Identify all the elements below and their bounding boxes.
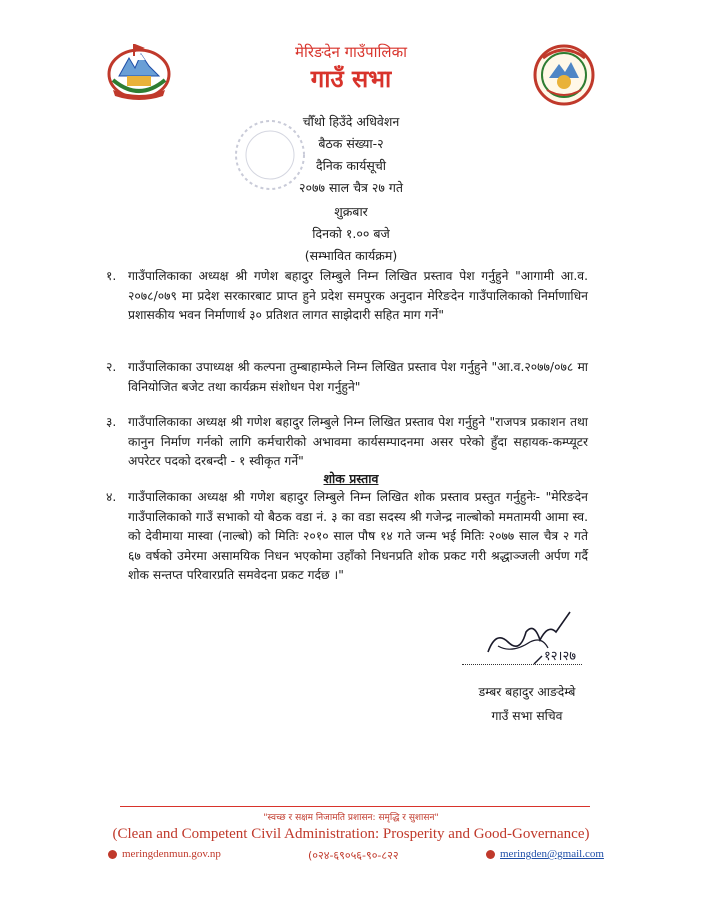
meeting-number: बैठक संख्या-२: [318, 136, 384, 151]
agenda-item: [106, 488, 588, 586]
footer-slogan-english: (Clean and Competent Civil Administration: Prosperity and Good-Governance): [112, 826, 590, 842]
meeting-time: दिनको १.०० बजे: [312, 226, 390, 241]
agenda-item-number: ३.: [106, 415, 117, 429]
agenda-item-number: २.: [106, 360, 117, 374]
municipality-name: मेरिङदेन गाउँपालिका: [294, 43, 408, 61]
secretary-title: गाउँ सभा सचिव: [491, 709, 563, 723]
handwritten-signature-icon: [478, 602, 608, 672]
agenda-item: [106, 413, 588, 472]
footer-slogan-nepali: "स्वच्छ र सक्षम निजामति प्रशासन: समृद्धि र सुशासन": [263, 813, 439, 823]
agenda-item-text: गाउँपालिकाका उपाध्यक्ष श्री कल्पना तुम्बाहाम्फेले निम्न लिखित प्रस्ताव पेश गर्नुहुने "आ.व.२०७७/०७८ मा विनियोजित बजेट तथा कार्यक्रम संशोधन पेश गर्नुहुने": [128, 360, 588, 394]
agenda-item: [106, 267, 588, 326]
condolence-heading: शोक प्रस्ताव: [323, 471, 379, 486]
website-link[interactable]: [108, 848, 221, 860]
agenda-item-text: गाउँपालिकाका अध्यक्ष श्री गणेश बहादुर लिम्बुले निम्न लिखित प्रस्ताव पेश गर्नुहुने "आगामी आ.व. २०७८/०७९ मा प्रदेश सरकारबाट प्राप्त हुने प्रदेश समपुरक अनुदान मेरिङदेन गाउँपालिकाको निर्माणाधिन प्रशासकीय भवन निर्माणार्थ ३० प्रतिशत लागत साझेदारी सहित माग गर्ने": [128, 269, 588, 322]
agenda-item-number: ४.: [106, 490, 117, 504]
secretary-name: डम्बर बहादुर आङदेम्बे: [478, 685, 576, 699]
agenda-item-text: गाउँपालिकाका अध्यक्ष श्री गणेश बहादुर लिम्बुले निम्न लिखित शोक प्रस्ताव प्रस्तुत गर्नुहुनेः- "मेरिङदेन गाउँपालिकाको गाउँ सभाको यो बैठक वडा नं. ३ का वडा सदस्य श्री गजेन्द्र नाल्बोको ममतामयी आमा स्व. को देवीमाया मास्वा (नाल्बो) को मितिः २०१० साल पौष १४ गते जन्म भई मितिः २०७७ साल चैत्र २ गते ६७ वर्षको उमेरमा असामयिक निधन भएकोमा उहाँको निधनप्रति शोक प्रकट गरी श्रद्धाञ्जली अर्पण गर्दै शोक सन्तप्त परिवारप्रति समवेदना प्रकट गर्दछ ।": [128, 490, 588, 582]
municipality-logo-icon: [531, 40, 597, 106]
mail-icon: [486, 850, 495, 859]
agenda-item-number: १.: [106, 269, 117, 283]
email-text: meringden@gmail.com: [500, 848, 604, 860]
agenda-item-text: गाउँपालिकाका अध्यक्ष श्री गणेश बहादुर लिम्बुले निम्न लिखित प्रस्ताव पेश गर्नुहुने "राजपत्र प्रकाशन तथा कानुन निर्माण गर्नको लागि कर्मचारीको अभावमा कार्यसम्पादनमा असर परेको हुँदा सहायक-कम्प्यूटर अपरेटर पदको दरबन्दी - १ स्वीकृत गर्ने": [128, 415, 588, 468]
assembly-title: गाउँ सभा: [310, 65, 392, 93]
footer-divider: [120, 806, 590, 807]
agenda-title: दैनिक कार्यसूची: [315, 158, 387, 173]
program-note: (सम्भावित कार्यक्रम): [304, 248, 398, 263]
session-line: चौँथो हिउँदे अधिवेशन: [302, 114, 400, 129]
meeting-date: २०७७ साल चैत्र २७ गते: [298, 180, 404, 195]
meeting-weekday: शुक्रबार: [334, 204, 368, 219]
phone-number: (०२४-६९०५६-९०-८२२: [308, 849, 399, 862]
website-text: meringdenmun.gov.np: [122, 848, 221, 860]
signature-date: १२।२७: [544, 649, 576, 664]
signature-line: [462, 664, 582, 665]
agenda-item: [106, 358, 588, 397]
email-link[interactable]: [486, 848, 604, 860]
globe-icon: [108, 850, 117, 859]
footer-contacts: [108, 848, 608, 864]
